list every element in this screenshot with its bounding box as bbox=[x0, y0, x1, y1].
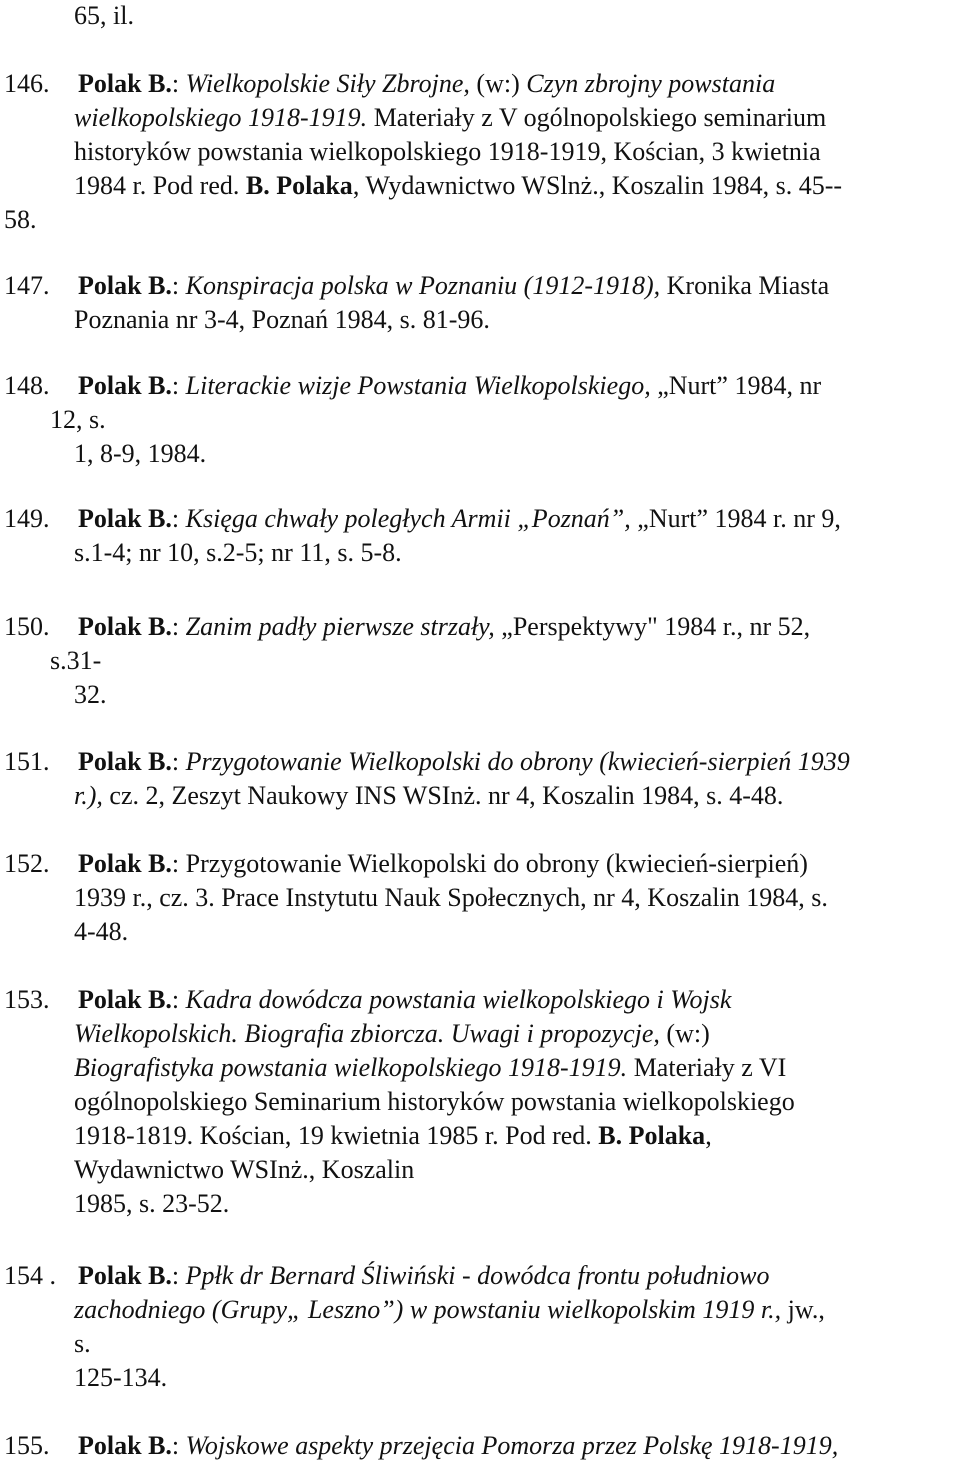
citation-text: jw., bbox=[781, 1295, 825, 1324]
work-title-text: Wielkopolskie Siły Zbrojne, bbox=[185, 69, 470, 98]
entry-continuation-line bbox=[74, 102, 826, 134]
work-title-text: wielkopolskiego 1918-1919. bbox=[74, 103, 368, 132]
entry-continuation-line bbox=[74, 916, 128, 948]
bibliography-entry bbox=[4, 1430, 838, 1462]
entry-continuation-line bbox=[74, 1188, 229, 1220]
citation-text: 1, 8-9, 1984. bbox=[74, 439, 207, 468]
bibliography-entry bbox=[4, 1260, 769, 1292]
bibliography-entry bbox=[4, 848, 808, 880]
work-title-text: zachodniego (Grupy„ Leszno”) w powstaniu wielkopolskim 1919 r., bbox=[74, 1295, 782, 1324]
citation-text: Materiały z V ogólnopolskiego seminarium bbox=[367, 103, 827, 132]
entry-continuation-line bbox=[74, 1154, 414, 1186]
citation-text: (w:) bbox=[659, 1019, 710, 1048]
citation-text: „Nurt” 1984 r. nr 9, bbox=[630, 504, 841, 533]
citation-text: : bbox=[171, 612, 186, 641]
citation-text: Poznania nr 3-4, Poznań 1984, s. 81-96. bbox=[74, 305, 490, 334]
entry-number: 147. bbox=[4, 271, 50, 300]
entry-number: 153. bbox=[4, 985, 50, 1014]
citation-text: 58. bbox=[4, 205, 37, 234]
citation-text: 12, s. bbox=[50, 405, 106, 434]
work-title-text: r.), bbox=[74, 781, 103, 810]
citation-text: s.1-4; nr 10, s.2-5; nr 11, s. 5-8. bbox=[74, 538, 402, 567]
entry-continuation-line bbox=[74, 1362, 167, 1394]
entry-continuation-line bbox=[50, 645, 101, 677]
author-name: Polak B. bbox=[78, 504, 172, 533]
author-name: Polak B. bbox=[78, 271, 172, 300]
entry-continuation-line bbox=[74, 1052, 786, 1084]
entry-continuation-line bbox=[74, 1120, 712, 1152]
work-title-text: Wojskowe aspekty przejęcia Pomorza przez Polskę 1918-1919, bbox=[185, 1431, 839, 1460]
author-name: Polak B. bbox=[78, 612, 172, 641]
citation-text: 1939 r., cz. 3. Prace Instytutu Nauk Społecznych, nr 4, Koszalin 1984, s. bbox=[74, 883, 828, 912]
page-fragment: 65, il. bbox=[74, 1, 134, 30]
entry-continuation-line bbox=[74, 1018, 710, 1050]
author-name: Polak B. bbox=[78, 849, 172, 878]
citation-text: „Nurt” 1984, nr bbox=[650, 371, 822, 400]
citation-text: 125-134. bbox=[74, 1363, 168, 1392]
entry-number: 150. bbox=[4, 612, 50, 641]
entry-continuation-line bbox=[74, 304, 490, 336]
author-name: B. Polaka bbox=[598, 1121, 706, 1150]
citation-text: historyków powstania wielkopolskiego 1918-1919, Kościan, 3 kwietnia bbox=[74, 137, 821, 166]
author-name: Polak B. bbox=[78, 69, 172, 98]
entry-number: 148. bbox=[4, 371, 50, 400]
entry-continuation-line bbox=[50, 404, 106, 436]
entry-continuation-line bbox=[74, 679, 107, 711]
entry-number: 155. bbox=[4, 1431, 50, 1460]
entry-continuation-line bbox=[74, 882, 828, 914]
work-title-text: Przygotowanie Wielkopolski do obrony (kwiecień-sierpień 1939 bbox=[185, 747, 850, 776]
citation-text: Wydawnictwo WSInż., Koszalin bbox=[74, 1155, 415, 1184]
citation-text: : Przygotowanie Wielkopolski do obrony (kwiecień-sierpień) bbox=[171, 849, 808, 878]
bibliography-entry bbox=[4, 68, 775, 100]
citation-text: ogólnopolskiego Seminarium historyków powstania wielkopolskiego bbox=[74, 1087, 795, 1116]
bibliography-entry bbox=[4, 984, 731, 1016]
citation-text: : bbox=[171, 504, 186, 533]
entry-continuation-line bbox=[74, 438, 206, 470]
entry-continuation-line bbox=[74, 780, 783, 812]
entry-number: 151. bbox=[4, 747, 50, 776]
citation-text: , bbox=[705, 1121, 712, 1150]
work-title-text: Zanim padły pierwsze strzały, bbox=[185, 612, 495, 641]
entry-number: 152. bbox=[4, 849, 50, 878]
author-name: Polak B. bbox=[78, 985, 172, 1014]
author-name: Polak B. bbox=[78, 371, 172, 400]
entry-continuation-line bbox=[74, 136, 821, 168]
citation-text: 1984 r. Pod red. bbox=[74, 171, 246, 200]
citation-text: , Wydawnictwo WSlnż., Koszalin 1984, s. 45-- bbox=[352, 171, 843, 200]
citation-text: : bbox=[171, 1261, 186, 1290]
citation-text: 32. bbox=[74, 680, 107, 709]
work-title-text: Księga chwały poległych Armii „Poznań”, bbox=[185, 504, 631, 533]
citation-text: 1985, s. 23-52. bbox=[74, 1189, 230, 1218]
work-title-text: Konspiracja polska w Poznaniu (1912-1918), bbox=[185, 271, 661, 300]
work-title-text: Czyn zbrojny powstania bbox=[526, 69, 776, 98]
author-name: Polak B. bbox=[78, 1431, 172, 1460]
author-name: Polak B. bbox=[78, 1261, 172, 1290]
citation-text: : bbox=[171, 1431, 186, 1460]
author-name: Polak B. bbox=[78, 747, 172, 776]
citation-text: : bbox=[171, 271, 186, 300]
work-title-text: Wielkopolskich. Biografia zbiorcza. Uwagi i propozycje, bbox=[74, 1019, 660, 1048]
citation-text: cz. 2, Zeszyt Naukowy INS WSInż. nr 4, Koszalin 1984, s. 4-48. bbox=[102, 781, 784, 810]
citation-text: Materiały z VI bbox=[627, 1053, 787, 1082]
entry-continuation-line bbox=[74, 1328, 91, 1360]
entry-continuation-line bbox=[4, 204, 37, 236]
bibliography-entry bbox=[4, 611, 810, 643]
entry-continuation-line bbox=[74, 1086, 795, 1118]
bibliography-entry bbox=[4, 370, 821, 402]
citation-text: : bbox=[171, 69, 186, 98]
entry-number: 154 . bbox=[4, 1261, 56, 1290]
entry-number: 146. bbox=[4, 69, 50, 98]
citation-text: 1918-1819. Kościan, 19 kwietnia 1985 r. Pod red. bbox=[74, 1121, 599, 1150]
citation-text: s. bbox=[74, 1329, 91, 1358]
citation-text: (w:) bbox=[469, 69, 527, 98]
author-name: B. Polaka bbox=[245, 171, 353, 200]
citation-text: : bbox=[171, 747, 186, 776]
citation-text: : bbox=[171, 371, 186, 400]
entry-continuation-line bbox=[74, 537, 402, 569]
bibliography-entry bbox=[4, 503, 841, 535]
citation-text: „Perspektywy" 1984 r., nr 52, bbox=[494, 612, 811, 641]
bibliography-entry bbox=[4, 746, 850, 778]
citation-text: : bbox=[171, 985, 186, 1014]
bibliography-entry bbox=[4, 270, 829, 302]
citation-text: s.31- bbox=[50, 646, 102, 675]
work-title-text: Literackie wizje Powstania Wielkopolskiego, bbox=[185, 371, 651, 400]
work-title-text: Biografistyka powstania wielkopolskiego 1918-1919. bbox=[74, 1053, 628, 1082]
entry-continuation-line bbox=[74, 1294, 825, 1326]
work-title-text: Ppłk dr Bernard Śliwiński - dowódca frontu południowo bbox=[185, 1261, 770, 1290]
entry-continuation-line bbox=[74, 170, 842, 202]
citation-text: Kronika Miasta bbox=[660, 271, 830, 300]
work-title-text: Kadra dowódcza powstania wielkopolskiego i Wojsk bbox=[185, 985, 732, 1014]
citation-text: 4-48. bbox=[74, 917, 129, 946]
entry-number: 149. bbox=[4, 504, 50, 533]
